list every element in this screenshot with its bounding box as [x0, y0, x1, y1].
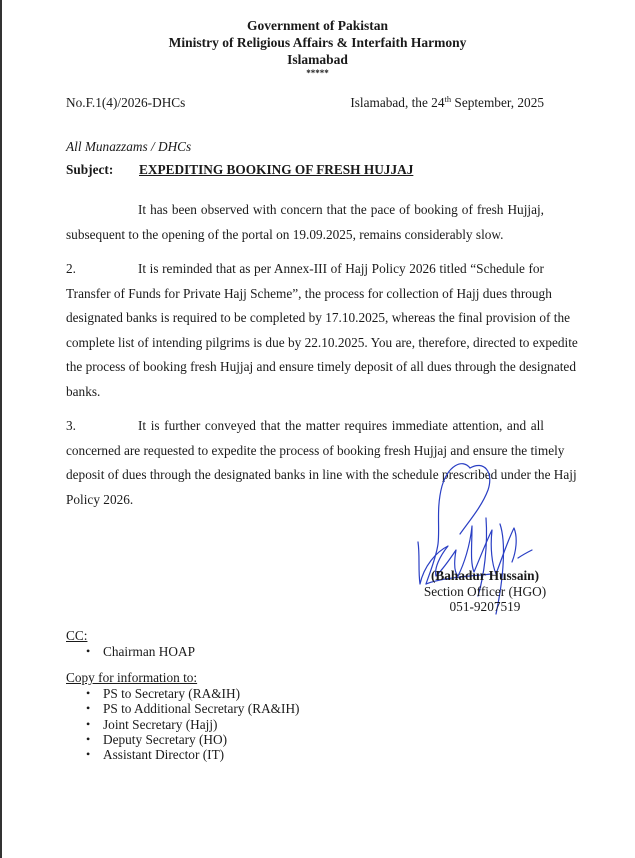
- paragraph-line: It has been observed with concern that the pace of booking of fresh Hujjaj,: [138, 202, 544, 217]
- cc-list: [66, 644, 544, 659]
- paragraph-line: Transfer of Funds for Private Hajj Scheme”, the process for collection of Hajj dues through: [66, 285, 552, 301]
- letterhead-government: Government of Pakistan: [247, 18, 388, 33]
- letterhead-ornament: *****: [306, 68, 329, 78]
- letter-body: [66, 94, 578, 763]
- paragraph-line: deposit of dues through the designated banks in line with the schedule prescribed under the Hajj: [66, 467, 577, 482]
- paragraph-line: subsequent to the opening of the portal on 19.09.2025, remains considerably slow.: [66, 226, 504, 242]
- signatory-designation: Section Officer (HGO): [423, 583, 547, 599]
- copy-for-information-heading: Copy for information to:: [66, 670, 198, 686]
- date-suffix: September, 2025: [451, 95, 544, 110]
- file-number: No.F.1(4)/2026-DHCs: [66, 95, 186, 110]
- copy-list-item: • PS to Additional Secretary (RA&IH): [66, 701, 544, 716]
- paragraph-2: [66, 257, 578, 404]
- paragraph-line: the process of booking fresh Hujjaj and ensure timely deposit of all dues through the designated: [66, 359, 576, 374]
- subject-row: [66, 162, 544, 178]
- copy-list-item: • Deputy Secretary (HO): [66, 732, 544, 747]
- date-superscript: th: [444, 94, 452, 104]
- paragraph-line: banks.: [66, 383, 101, 399]
- addressee: All Munazzams / DHCs: [66, 139, 192, 154]
- paragraph-line: 2. It is reminded that as per Annex-III of Hajj Policy 2026 titled “Schedule for: [66, 257, 544, 282]
- signature-area: [66, 516, 547, 628]
- paragraph-line: complete list of intending pilgrims is due by 22.10.2025. You are, therefore, directed to expedite: [66, 334, 578, 350]
- paragraph-number: 3.: [66, 418, 76, 433]
- paragraph-line: concerned are requested to expedite the process of booking fresh Hujjaj and ensure the timely: [66, 442, 565, 458]
- paragraph-line: 3. It is further conveyed that the matter requires immediate attention, and all: [66, 414, 544, 439]
- copy-list-item: • Joint Secretary (Hajj): [66, 717, 544, 732]
- letterhead-city: Islamabad: [287, 52, 348, 67]
- letter-date: [350, 95, 544, 111]
- paragraph-line: designated banks is required to be completed by 17.10.2025, whereas the final provision of the: [66, 310, 571, 325]
- paragraph-3: [66, 414, 577, 512]
- paragraph-line: Policy 2026.: [66, 491, 134, 507]
- paragraph-1: [66, 198, 544, 247]
- cc-heading: CC:: [66, 628, 88, 643]
- paragraph-number: 2.: [66, 261, 76, 276]
- subject-title: EXPEDITING BOOKING OF FRESH HUJJAJ: [139, 162, 414, 177]
- cc-list-item: • Chairman HOAP: [66, 644, 544, 659]
- copy-list-item: • Assistant Director (IT): [66, 747, 544, 762]
- signatory-phone: 051-9207519: [449, 599, 521, 614]
- copy-list-item: • PS to Secretary (RA&IH): [66, 686, 544, 701]
- signature-block: [405, 568, 565, 615]
- signatory-name: (Bahadur Hussain): [430, 568, 540, 583]
- reference-row: [66, 95, 544, 111]
- date-prefix: Islamabad, the 24: [350, 95, 445, 110]
- letterhead-ministry: Ministry of Religious Affairs & Interfaith Harmony: [168, 35, 467, 50]
- subject-label: Subject:: [66, 162, 114, 177]
- letterhead: [0, 17, 635, 79]
- copy-for-information-list: [66, 686, 544, 762]
